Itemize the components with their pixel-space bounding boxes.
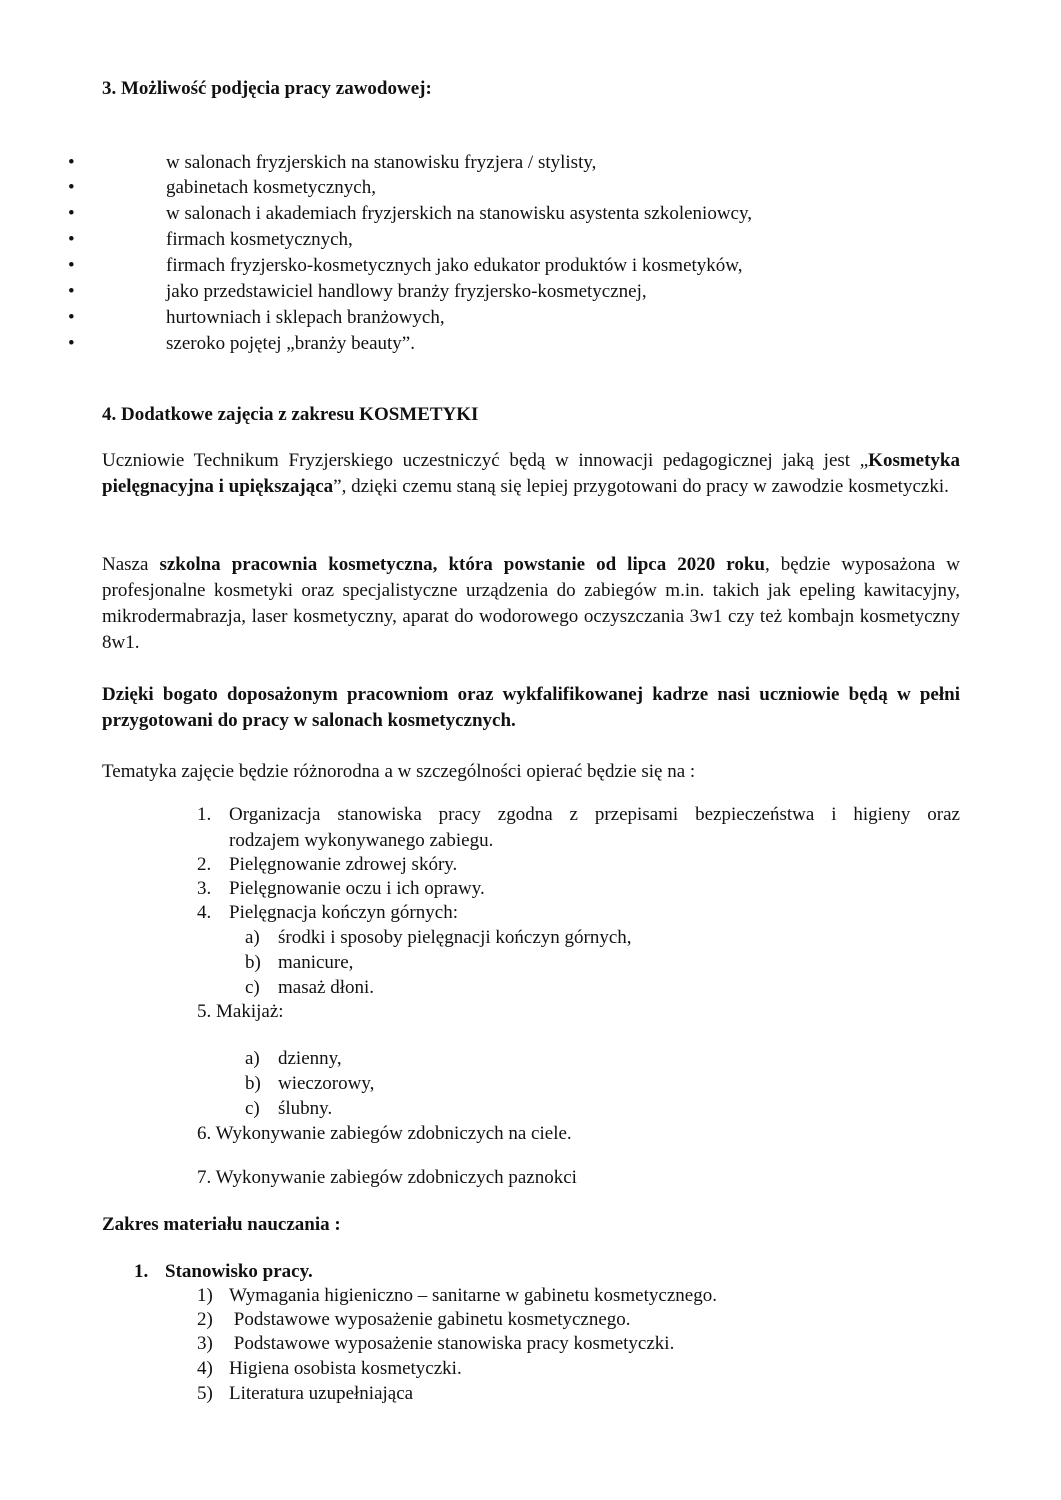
list-item-text: gabinetach kosmetycznych, [166, 177, 376, 198]
bullet-icon: • [68, 281, 75, 302]
sublist-item-text: Wymagania higieniczno – sanitarne w gabinetu kosmetycznego. [229, 1285, 717, 1306]
list-item-text: szeroko pojętej „branży beauty”. [166, 333, 415, 354]
sublist-item-text: manicure, [278, 952, 354, 973]
sublist-number: 3) [197, 1333, 213, 1354]
p1-text-a: Uczniowie Technikum Fryzjerskiego uczestniczyć będą w innowacji pedagogicznej jaką jest „ [102, 450, 869, 471]
section3-heading: 3. Możliwość podjęcia pracy zawodowej: [102, 78, 432, 99]
list-item-text: firmach kosmetycznych, [166, 229, 353, 250]
paragraph-workshop [102, 552, 960, 656]
sublist-item-text: masaż dłoni. [278, 977, 375, 998]
list-number: 1. [134, 1261, 149, 1282]
paragraph-staff: Dzięki bogato doposażonym pracowniom oraz wykfalifikowanej kadrze nasi uczniowie będą w pełni przygotowani do pracy w salonach kosmetycznych. [102, 684, 960, 731]
list-number: 2. [197, 854, 212, 875]
p1-bold: Kosmetyka pielęgnacyjna i upiększająca [102, 450, 960, 497]
list-number: 1. [197, 804, 212, 825]
curriculum-heading: Zakres materiału nauczania : [102, 1214, 341, 1235]
list-item-text: 7. Wykonywanie zabiegów zdobniczych paznokci [197, 1167, 577, 1188]
bullet-icon: • [68, 229, 75, 250]
list-number: 3. [197, 878, 212, 899]
list-item-text: Pielęgnowanie zdrowej skóry. [229, 854, 458, 875]
list-item-text: w salonach i akademiach fryzjerskich na stanowisku asystenta szkoleniowcy, [166, 203, 752, 224]
bullet-icon: • [68, 177, 75, 198]
list-item-text: firmach fryzjersko-kosmetycznych jako edukator produktów i kosmetyków, [166, 255, 743, 276]
sublist-number: 5) [197, 1383, 213, 1404]
sublist-item-text: Podstawowe wyposażenie gabinetu kosmetycznego. [229, 1309, 631, 1330]
sublist-item-text: ślubny. [278, 1098, 333, 1119]
list-item-text: w salonach fryzjerskich na stanowisku fryzjera / stylisty, [166, 152, 597, 173]
sublist-number: 4) [197, 1358, 213, 1379]
p2-bold: szkolna pracownia kosmetyczna, która powstanie od lipca 2020 roku [159, 554, 765, 575]
bullet-icon: • [68, 307, 75, 328]
list-item-text: rodzajem wykonywanego zabiegu. [229, 830, 494, 851]
sublist-letter: b) [245, 1073, 261, 1094]
sublist-item-text: Podstawowe wyposażenie stanowiska pracy kosmetyczki. [229, 1333, 675, 1354]
sublist-letter: c) [245, 977, 260, 998]
list-item-text: 6. Wykonywanie zabiegów zdobniczych na ciele. [197, 1123, 572, 1144]
sublist-letter: a) [245, 927, 260, 948]
bullet-icon: • [68, 255, 75, 276]
list-number: 4. [197, 902, 212, 923]
paragraph-innovation [102, 448, 960, 500]
curriculum-item-title: Stanowisko pracy. [165, 1261, 313, 1282]
bullet-icon: • [68, 203, 75, 224]
list-item-text: Pielęgnacja kończyn górnych: [229, 902, 458, 923]
list-item-text: jako przedstawiciel handlowy branży fryzjersko-kosmetycznej, [166, 281, 647, 302]
sublist-letter: c) [245, 1098, 260, 1119]
sublist-number: 2) [197, 1309, 213, 1330]
list-item-text: hurtowniach i sklepach branżowych, [166, 307, 445, 328]
sublist-number: 1) [197, 1285, 213, 1306]
section4-heading: 4. Dodatkowe zajęcia z zakresu KOSMETYKI [102, 404, 479, 425]
sublist-item-text: Literatura uzupełniająca [229, 1383, 414, 1404]
bullet-icon: • [68, 152, 75, 173]
bullet-icon: • [68, 333, 75, 354]
list-item-text: Organizacja stanowiska pracy zgodna z przepisami bezpieczeństwa i higieny oraz [229, 804, 960, 825]
sublist-item-text: dzienny, [278, 1048, 342, 1069]
sublist-letter: a) [245, 1048, 260, 1069]
sublist-item-text: środki i sposoby pielęgnacji kończyn górnych, [278, 927, 632, 948]
sublist-item-text: wieczorowy, [278, 1073, 375, 1094]
list-item-text: 5. Makijaż: [197, 1001, 284, 1022]
sublist-letter: b) [245, 952, 261, 973]
list-item-text: Pielęgnowanie oczu i ich oprawy. [229, 878, 485, 899]
p2-text-a: Nasza [102, 554, 160, 575]
paragraph-topics: Tematyka zajęcie będzie różnorodna a w szczególności opierać będzie się na : [102, 761, 696, 782]
p1-text-b: ”, dzięki czemu staną się lepiej przygotowani do pracy w zawodzie kosmetyczki. [333, 476, 949, 497]
p2-text-b: , będzie wyposażona w profesjonalne kosmetyki oraz specjalistyczne urządzenia do zabiegów m.in. takich jak epeling kawitacyjny, mikrodermabrazja, laser kosmetyczny, aparat do wodorowego oczyszczania 3w1 czy też kombajn kosmetyczny 8w1. [102, 554, 961, 653]
sublist-item-text: Higiena osobista kosmetyczki. [229, 1358, 462, 1379]
